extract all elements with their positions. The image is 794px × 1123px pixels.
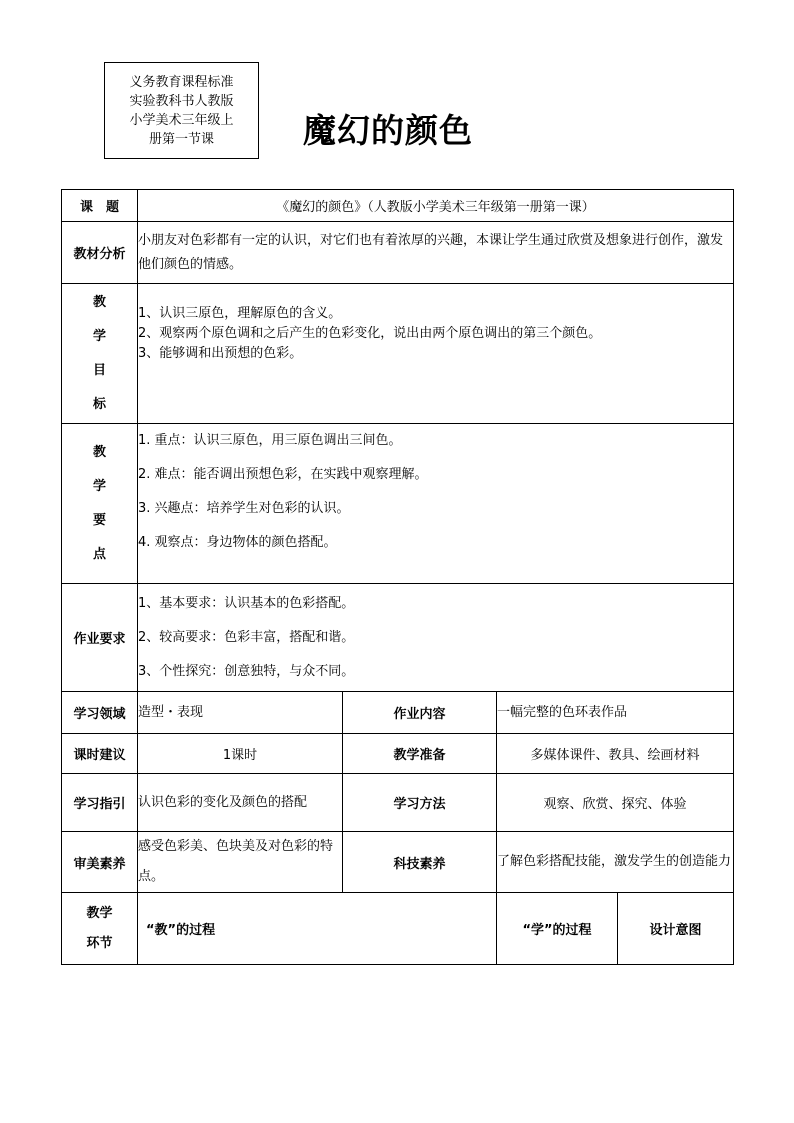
homework-content	[138, 584, 734, 692]
keypoints-label-char: 点	[92, 546, 106, 562]
row-process	[62, 893, 734, 965]
row-topic	[62, 190, 734, 222]
guide-label: 学习指引	[62, 774, 138, 832]
keypoint-item: 1. 重点：认识三原色，用三原色调出三间色。	[138, 433, 402, 448]
topic-value: 《魔幻的颜色》（人教版小学美术三年级第一册第一课）	[138, 190, 734, 222]
keypoint-item: 4. 观察点：身边物体的颜色搭配。	[138, 535, 337, 550]
row-homework	[62, 584, 734, 692]
aesthetic-label: 审美素养	[62, 832, 138, 893]
homework-item: 3、个性探究：创意独特，与众不同。	[138, 663, 355, 679]
process-label	[62, 893, 138, 965]
keypoints-label-char: 学	[92, 478, 106, 494]
process-label-line: 环节	[86, 935, 113, 951]
row-aesthetic	[62, 832, 734, 893]
header-line: 实验教科书人教版	[129, 93, 234, 109]
homework-item: 1、基本要求：认识基本的色彩搭配。	[138, 595, 355, 611]
header-line: 小学美术三年级上	[129, 112, 234, 128]
header-line: 义务教育课程标准	[129, 74, 234, 90]
goal-item: 3、能够调和出预想的色彩。	[138, 346, 303, 361]
keypoints-label-char: 要	[92, 512, 106, 528]
analysis-label: 教材分析	[62, 222, 138, 284]
goals-label-char: 教	[92, 294, 106, 310]
preparation-label: 教学准备	[343, 734, 497, 774]
homework-label: 作业要求	[62, 584, 138, 692]
domain-value: 造型・表现	[138, 692, 343, 734]
topic-label: 课 题	[62, 190, 138, 222]
domain-label: 学习领域	[62, 692, 138, 734]
keypoints-content	[138, 424, 734, 584]
keypoints-label-char: 教	[92, 444, 106, 460]
goal-item: 2、观察两个原色调和之后产生的色彩变化，说出由两个原色调出的第三个颜色。	[138, 326, 602, 341]
lesson-plan-table	[61, 189, 734, 965]
analysis-value: 小朋友对色彩都有一定的认识，对它们也有着浓厚的兴趣，本课让学生通过欣赏及想象进行创作，激发他们颜色的情感。	[138, 222, 734, 284]
row-guide	[62, 774, 734, 832]
goals-content	[138, 284, 734, 424]
row-analysis	[62, 222, 734, 284]
tech-value: 了解色彩搭配技能，激发学生的创造能力	[497, 832, 734, 893]
keypoints-label	[62, 424, 138, 584]
method-label: 学习方法	[343, 774, 497, 832]
aesthetic-value: 感受色彩美、色块美及对色彩的特点。	[138, 832, 343, 893]
homework-content-label: 作业内容	[343, 692, 497, 734]
homework-item: 2、较高要求：色彩丰富，搭配和谐。	[138, 629, 355, 645]
tech-label: 科技素养	[343, 832, 497, 893]
goals-label	[62, 284, 138, 424]
hours-value: 1课时	[138, 734, 343, 774]
method-value: 观察、欣赏、探究、体验	[497, 774, 734, 832]
goals-label-char: 标	[92, 396, 106, 412]
process-label-line: 教学	[86, 905, 113, 921]
preparation-value: 多媒体课件、教具、绘画材料	[497, 734, 734, 774]
row-goals	[62, 284, 734, 424]
keypoint-item: 3. 兴趣点：培养学生对色彩的认识。	[138, 501, 350, 516]
row-hours	[62, 734, 734, 774]
teach-process-header: “教”的过程	[138, 893, 497, 965]
row-keypoints	[62, 424, 734, 584]
learn-process-header: “学”的过程	[497, 893, 618, 965]
goals-label-char: 目	[92, 362, 106, 378]
header-line: 册第一节课	[148, 131, 214, 147]
homework-content-value: 一幅完整的色环表作品	[497, 692, 734, 734]
guide-value: 认识色彩的变化及颜色的搭配	[138, 774, 343, 832]
design-intent-header: 设计意图	[618, 893, 734, 965]
keypoint-item: 2. 难点：能否调出预想色彩，在实践中观察理解。	[138, 467, 428, 482]
hours-label: 课时建议	[62, 734, 138, 774]
header-box	[104, 62, 259, 159]
goal-item: 1、认识三原色，理解原色的含义。	[138, 306, 342, 321]
page-title: 魔幻的颜色	[303, 111, 473, 150]
row-domain	[62, 692, 734, 734]
goals-label-char: 学	[92, 328, 106, 344]
